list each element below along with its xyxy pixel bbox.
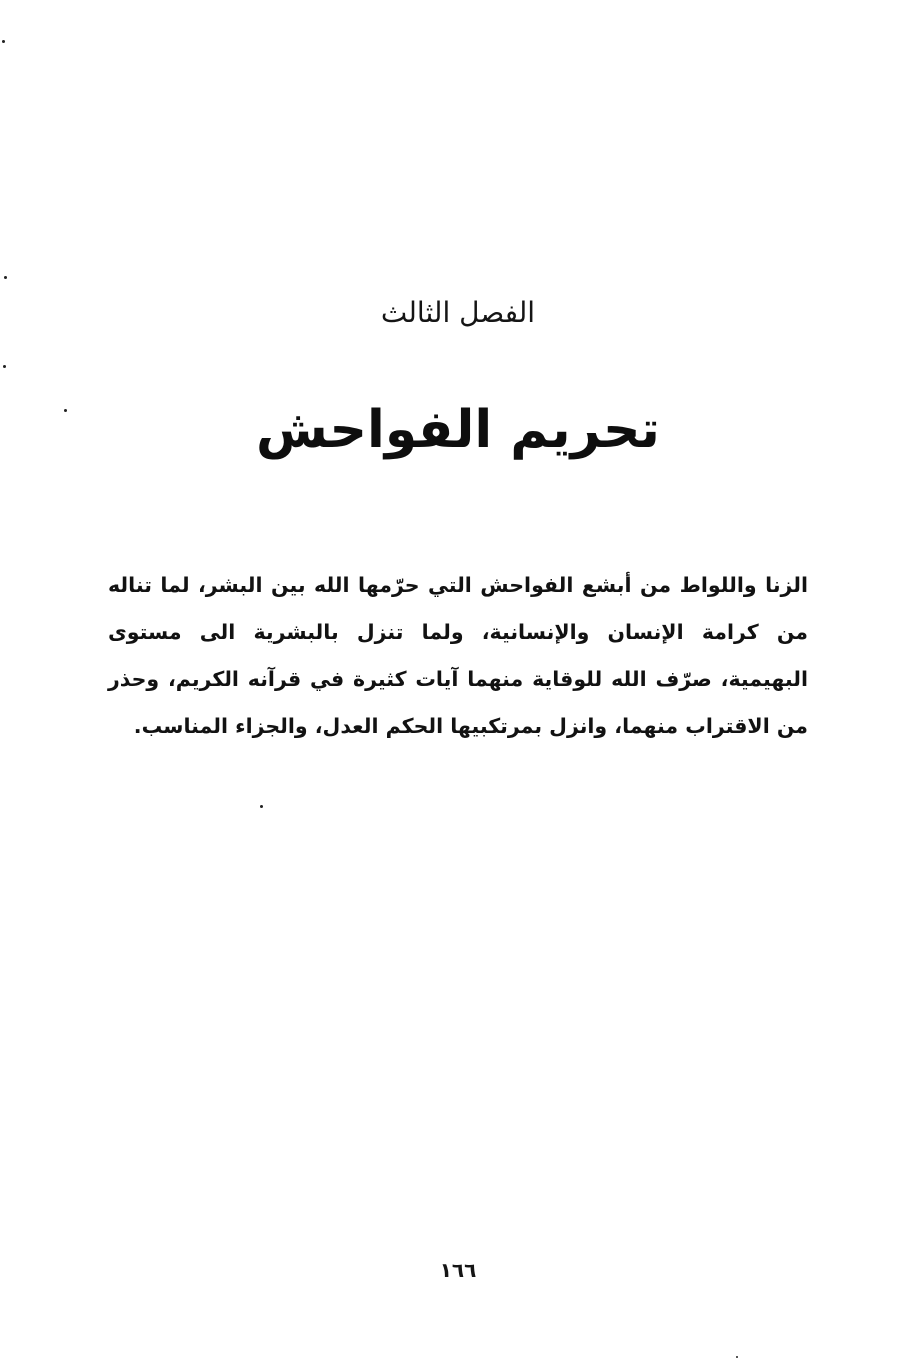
scan-speck [3,365,6,368]
scan-speck [736,1356,738,1358]
scan-speck [260,805,263,808]
scan-speck [2,40,5,43]
scan-speck [64,409,67,412]
chapter-label: الفصل الثالث [380,296,536,329]
scan-speck [4,276,7,279]
chapter-title: تحريم الفواحش [256,400,660,460]
page-number: ١٦٦ [439,1258,477,1282]
body-paragraph: الزنا واللواط من أبشع الفواحش التي حرّمها الله بين البشر، لما تناله من كرامة الإنسان والإنسانية، ولما تنزل بالبشرية الى مستوى البهيمية، صرّف الله للوقاية منهما آيات كثيرة في قرآنه الكريم، وحذر من الاقتراب منهما، وانزل بمرتكبيها الحكم العدل، والجزاء المناسب. [108,573,808,738]
